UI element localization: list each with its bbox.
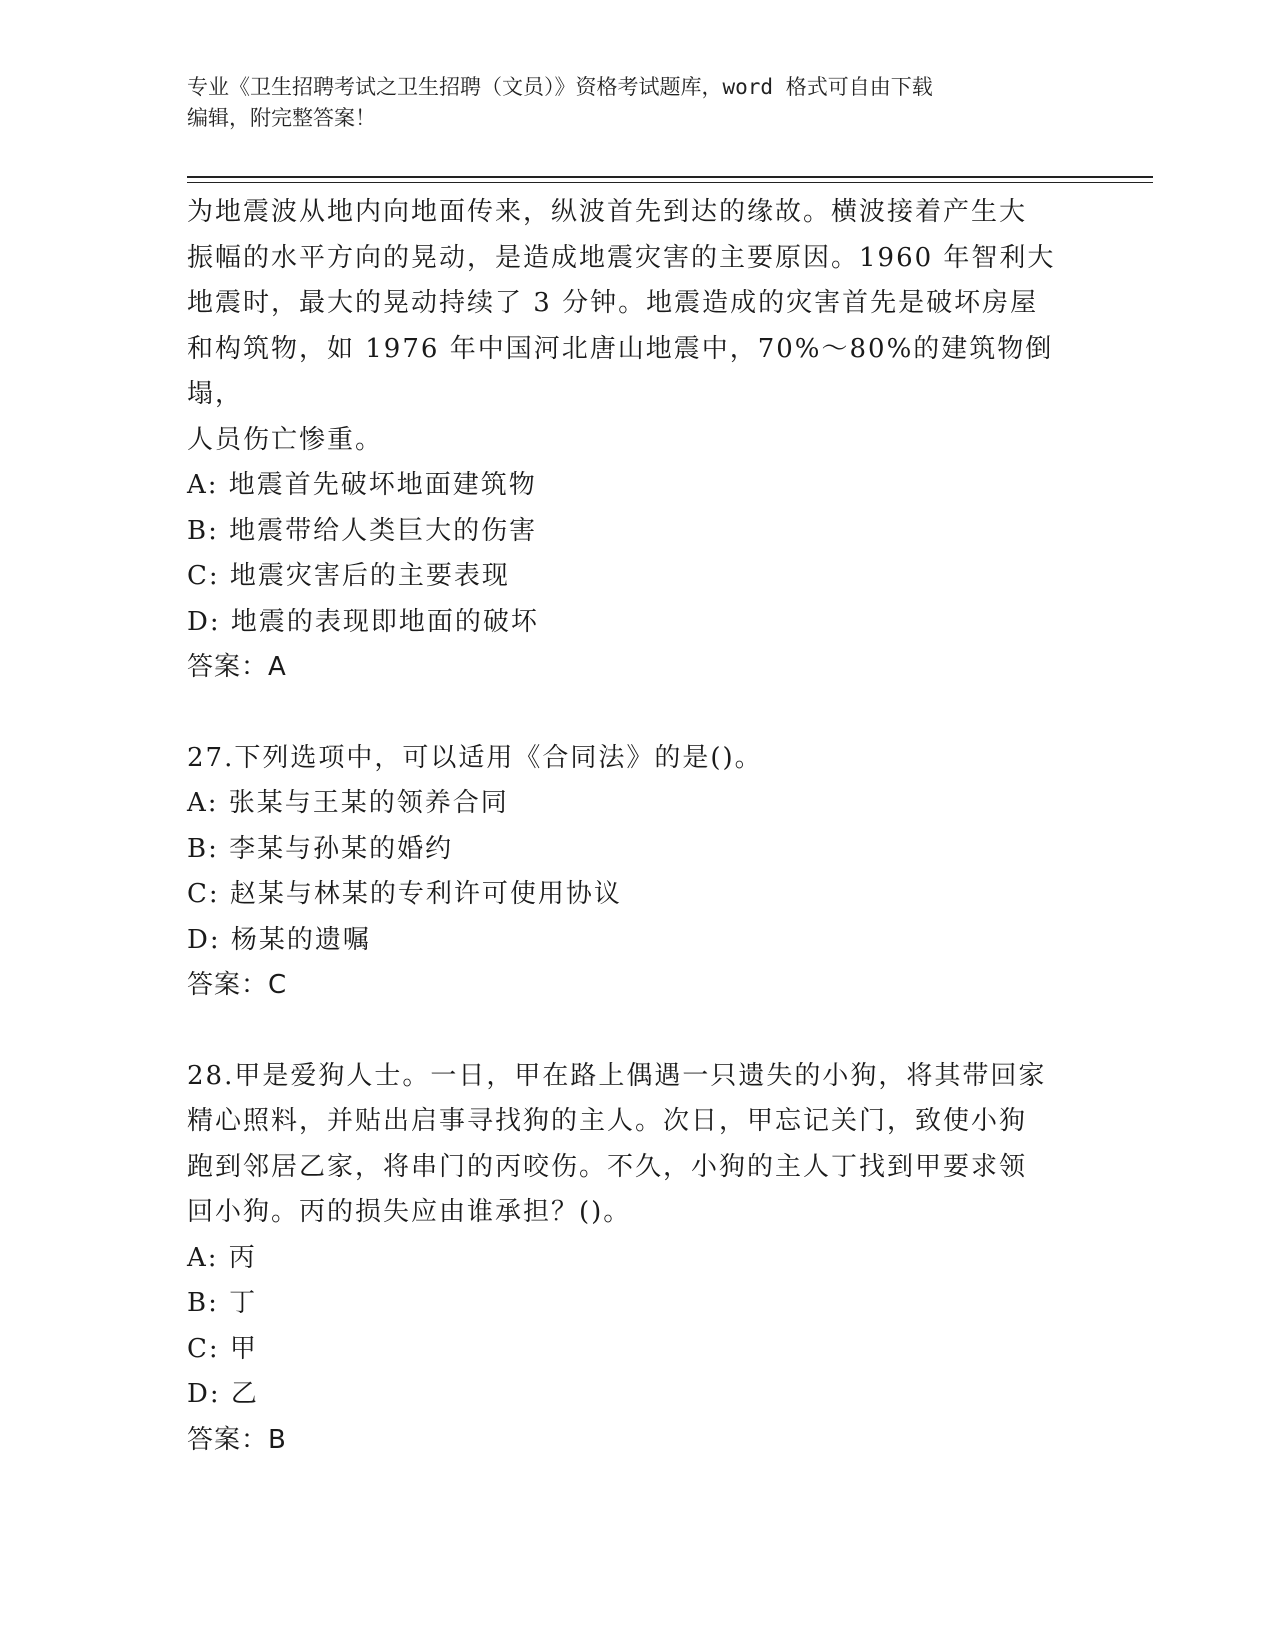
document-body bbox=[187, 190, 1087, 1463]
passage-line: 和构筑物，如 1976 年中国河北唐山地震中，70%～80%的建筑物倒塌， bbox=[187, 333, 1054, 409]
section-spacer bbox=[187, 691, 1087, 736]
question-28-section bbox=[187, 1054, 1087, 1464]
question-stem: 27.下列选项中，可以适用《合同法》的是()。 bbox=[187, 742, 763, 773]
header-line-2: 编辑，附完整答案！ bbox=[187, 106, 376, 130]
option-d: D: 杨某的遗嘱 bbox=[187, 924, 371, 955]
answer-line: 答案：C bbox=[187, 970, 288, 1000]
option-c: C: 赵某与林某的专利许可使用协议 bbox=[187, 879, 622, 909]
passage-line: 地震时，最大的晃动持续了 3 分钟。地震造成的灾害首先是破坏房屋 bbox=[187, 288, 1039, 318]
option-b: B: 李某与孙某的婚约 bbox=[187, 833, 454, 864]
question-stem-line: 28.甲是爱狗人士。一日，甲在路上偶遇一只遗失的小狗，将其带回家 bbox=[187, 1060, 1047, 1091]
option-d: D: 乙 bbox=[187, 1379, 259, 1409]
question-27-section bbox=[187, 736, 1087, 1009]
option-c: C: 地震灾害后的主要表现 bbox=[187, 561, 510, 591]
answer-line: 答案：B bbox=[187, 1424, 287, 1455]
answer-line: 答案：A bbox=[187, 652, 287, 682]
option-d: D: 地震的表现即地面的破坏 bbox=[187, 606, 539, 637]
section-spacer bbox=[187, 1009, 1087, 1054]
question-stem-line: 跑到邻居乙家，将串门的丙咬伤。不久，小狗的主人丁找到甲要求领 bbox=[187, 1151, 1028, 1182]
header-rule-thick bbox=[187, 176, 1153, 178]
option-b: B: 丁 bbox=[187, 1288, 258, 1318]
option-a: A: 张某与王某的领养合同 bbox=[187, 788, 509, 818]
passage-line: 振幅的水平方向的晃动，是造成地震灾害的主要原因。1960 年智利大 bbox=[187, 242, 1056, 273]
question-stem-line: 回小狗。丙的损失应由谁承担？()。 bbox=[187, 1197, 632, 1227]
document-header bbox=[187, 72, 1067, 134]
header-line-1: 专业《卫生招聘考试之卫生招聘（文员）》资格考试题库，word 格式可自由下载 bbox=[187, 75, 933, 99]
passage-line: 为地震波从地内向地面传来，纵波首先到达的缘故。横波接着产生大 bbox=[187, 197, 1028, 227]
option-a: A: 地震首先破坏地面建筑物 bbox=[187, 470, 537, 500]
passage-line: 人员伤亡惨重。 bbox=[187, 424, 384, 455]
question-stem-line: 精心照料，并贴出启事寻找狗的主人。次日，甲忘记关门，致使小狗 bbox=[187, 1106, 1028, 1136]
option-a: A: 丙 bbox=[187, 1242, 257, 1273]
option-c: C: 甲 bbox=[187, 1333, 258, 1364]
header-rule-thin bbox=[187, 182, 1153, 183]
option-b: B: 地震带给人类巨大的伤害 bbox=[187, 515, 538, 546]
question-26-section bbox=[187, 190, 1087, 691]
